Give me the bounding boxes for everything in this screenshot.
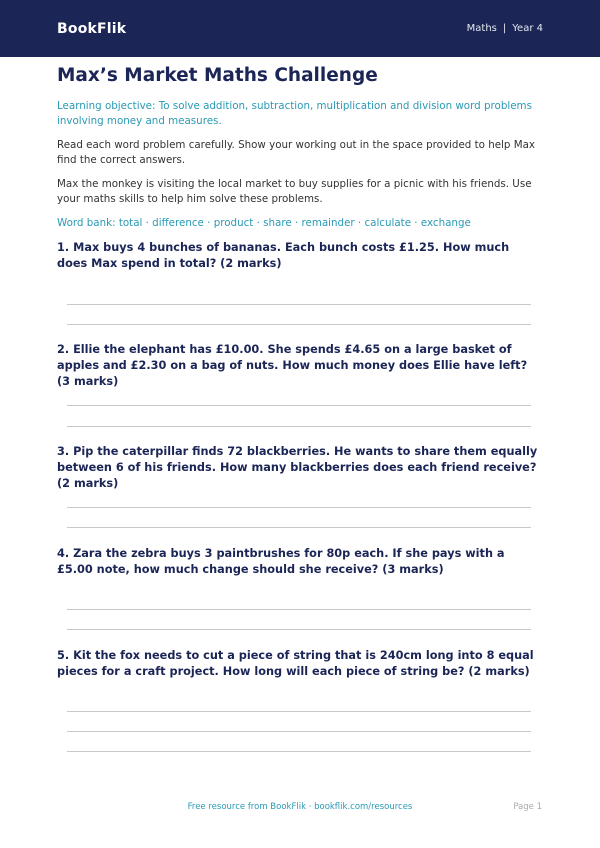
question-2 — [57, 342, 543, 390]
answer-line — [67, 731, 531, 732]
answer-line — [67, 629, 531, 630]
page-title: Max’s Market Maths Challenge — [57, 65, 378, 86]
meta-separator: | — [502, 23, 507, 34]
subject-year-meta — [467, 23, 543, 34]
resource-link[interactable]: Free resource from BookFlik · bookflik.com/resources — [187, 802, 413, 812]
answer-line — [67, 751, 531, 752]
answer-line — [67, 711, 531, 712]
answer-line — [67, 527, 531, 528]
page-number: Page 1 — [513, 802, 542, 812]
answer-line — [67, 304, 531, 305]
page-header — [0, 0, 600, 57]
question-1 — [57, 240, 543, 272]
answer-line — [67, 609, 531, 610]
answer-line — [67, 507, 531, 508]
question-text: 1. Max buys 4 bunches of bananas. Each bunch costs £1.25. How much does Max spend in total? (2 marks) — [57, 241, 510, 270]
word-bank: Word bank: total · difference · product · share · remainder · calculate · exchange — [57, 217, 471, 229]
answer-line — [67, 405, 531, 406]
learning-objective: Learning objective: To solve addition, subtraction, multiplication and division word problems involving money and measures. — [57, 100, 532, 127]
answer-line — [67, 426, 531, 427]
instructions-text: Read each word problem carefully. Show your working out in the space provided to help Max find the correct answers. — [57, 139, 536, 166]
question-text: 2. Ellie the elephant has £10.00. She spends £4.65 on a large basket of apples and £2.30 on a bag of nuts. How much money does Ellie have left? (3 marks) — [57, 343, 528, 388]
question-4 — [57, 546, 543, 578]
question-text: 4. Zara the zebra buys 3 paintbrushes for 80p each. If she pays with a £5.00 note, how much change should she receive? (3 marks) — [57, 547, 505, 576]
brand-logo: BookFlik — [57, 20, 127, 37]
intro-text: Max the monkey is visiting the local market to buy supplies for a picnic with his friends. Use your maths skills to help him solve these problems. — [57, 178, 532, 205]
year-label: Year 4 — [512, 23, 543, 34]
question-5 — [57, 648, 543, 680]
worksheet-intro — [57, 64, 543, 231]
question-text: 3. Pip the caterpillar finds 72 blackberries. He wants to share them equally between 6 of his friends. How many blackberries does each friend receive? (2 marks) — [57, 445, 538, 490]
answer-line — [67, 324, 531, 325]
subject-label: Maths — [466, 23, 497, 34]
question-3 — [57, 444, 543, 492]
question-text: 5. Kit the fox needs to cut a piece of string that is 240cm long into 8 equal pieces for a craft project. How long will each piece of string be? (2 marks) — [57, 649, 534, 678]
